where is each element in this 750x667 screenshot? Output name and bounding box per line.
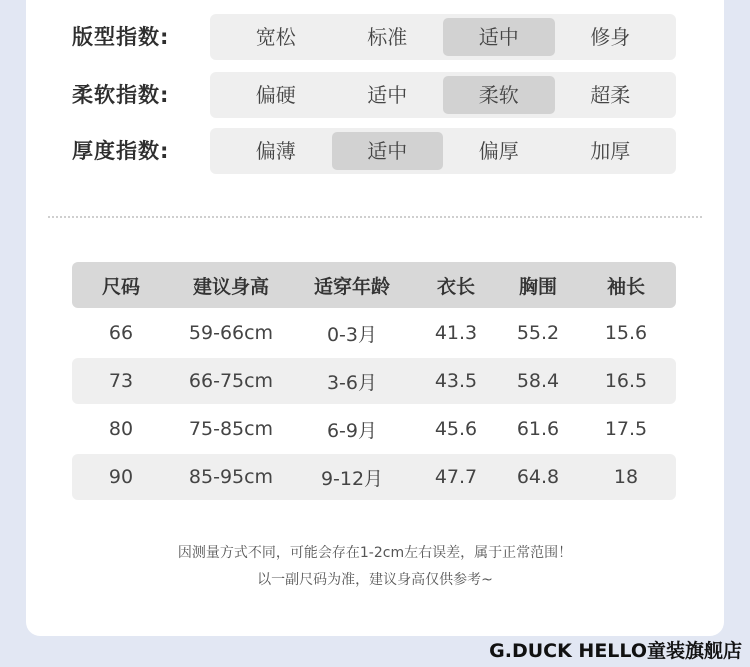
header-age: 适穿年龄 xyxy=(313,275,390,298)
cell-length: 43.5 xyxy=(434,370,478,392)
size-table xyxy=(72,262,676,502)
fit-option-moderate[interactable]: 适中 xyxy=(443,18,555,56)
table-row xyxy=(72,454,676,500)
cell-chest: 64.8 xyxy=(516,466,560,488)
cell-sleeve: 17.5 xyxy=(604,418,648,440)
cell-length: 45.6 xyxy=(434,418,478,440)
softness-option-stiff[interactable]: 偏硬 xyxy=(255,83,296,107)
thickness-option-thick[interactable]: 偏厚 xyxy=(478,139,519,163)
fit-index-selector xyxy=(210,14,676,60)
cell-age: 0-3月 xyxy=(326,323,378,346)
thickness-index-row xyxy=(26,128,724,174)
cell-length: 47.7 xyxy=(434,466,478,488)
cell-size: 80 xyxy=(108,418,134,440)
thickness-index-label: 厚度指数: xyxy=(72,139,170,163)
fit-option-standard[interactable]: 标准 xyxy=(367,25,408,49)
size-reference-note: 以一副尺码为准，建议身高仅供参考~ xyxy=(257,572,493,588)
dotted-divider xyxy=(48,216,702,218)
size-info-card xyxy=(26,0,724,636)
softness-index-label: 柔软指数: xyxy=(72,83,170,107)
header-chest: 胸围 xyxy=(518,275,557,298)
cell-length: 41.3 xyxy=(434,322,478,344)
fit-index-row xyxy=(26,14,724,60)
softness-option-extra-soft[interactable]: 超柔 xyxy=(590,83,631,107)
cell-height: 59-66cm xyxy=(188,322,274,344)
table-header-row xyxy=(72,262,676,308)
table-row xyxy=(72,406,676,452)
header-sleeve: 袖长 xyxy=(606,275,645,298)
cell-sleeve: 16.5 xyxy=(604,370,648,392)
cell-chest: 58.4 xyxy=(516,370,560,392)
thickness-option-moderate[interactable]: 适中 xyxy=(332,132,444,170)
softness-option-moderate[interactable]: 适中 xyxy=(367,83,408,107)
cell-sleeve: 18 xyxy=(613,466,639,488)
table-row xyxy=(72,310,676,356)
cell-size: 73 xyxy=(108,370,134,392)
fit-option-loose[interactable]: 宽松 xyxy=(255,25,296,49)
header-size: 尺码 xyxy=(101,275,140,298)
header-length: 衣长 xyxy=(436,275,475,298)
cell-size: 66 xyxy=(108,322,134,344)
cell-size: 90 xyxy=(108,466,134,488)
cell-sleeve: 15.6 xyxy=(604,322,648,344)
cell-age: 9-12月 xyxy=(320,467,384,490)
cell-height: 66-75cm xyxy=(188,370,274,392)
thickness-option-extra-thick[interactable]: 加厚 xyxy=(590,139,631,163)
thickness-index-selector xyxy=(210,128,676,174)
fit-option-slim[interactable]: 修身 xyxy=(590,25,631,49)
header-height: 建议身高 xyxy=(192,275,269,298)
cell-chest: 61.6 xyxy=(516,418,560,440)
measurement-note: 因测量方式不同，可能会存在1-2cm左右误差，属于正常范围！ xyxy=(177,545,573,561)
cell-age: 6-9月 xyxy=(326,419,378,442)
thickness-option-thin[interactable]: 偏薄 xyxy=(255,139,296,163)
table-row xyxy=(72,358,676,404)
softness-index-row xyxy=(26,72,724,118)
cell-height: 85-95cm xyxy=(188,466,274,488)
cell-height: 75-85cm xyxy=(188,418,274,440)
cell-chest: 55.2 xyxy=(516,322,560,344)
fit-index-label: 版型指数: xyxy=(72,25,170,49)
softness-index-selector xyxy=(210,72,676,118)
cell-age: 3-6月 xyxy=(326,371,378,394)
brand-watermark: G.DUCK HELLO童装旗舰店 xyxy=(489,640,742,662)
softness-option-soft[interactable]: 柔软 xyxy=(443,76,555,114)
